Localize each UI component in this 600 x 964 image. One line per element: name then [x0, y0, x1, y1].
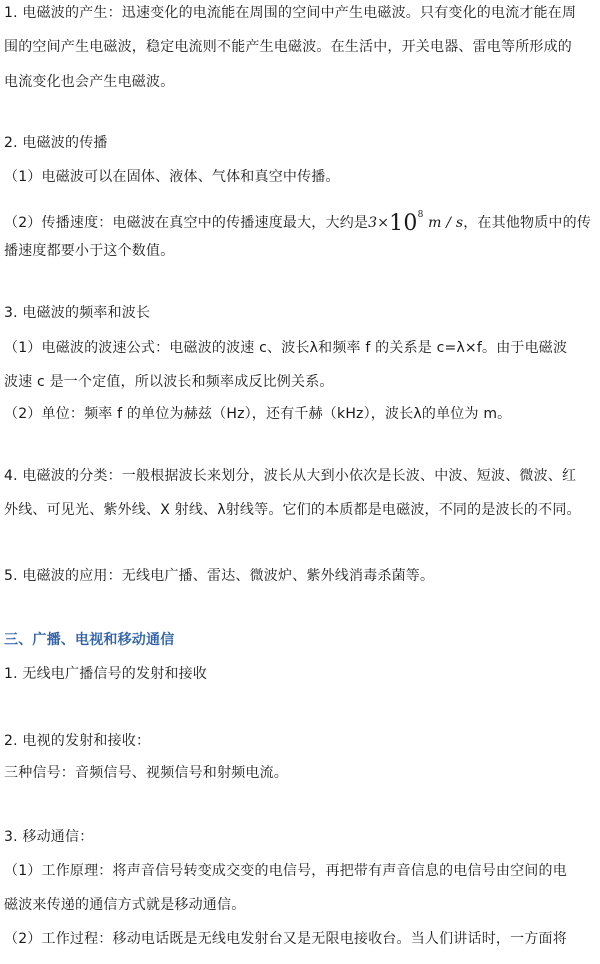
- broadcast-item-3-title: 3. 移动通信：: [4, 829, 94, 845]
- speed-coefficient: 3×: [368, 215, 390, 231]
- section-2-title: 2. 电磁波的传播: [4, 135, 108, 151]
- speed-base: 10: [389, 211, 418, 236]
- speed-formula: [368, 210, 464, 236]
- mobile-process-line-1: （2）工作过程：移动电话既是无线电发射台又是无限电接收台。当人们讲话时，一方面将: [4, 931, 567, 947]
- section-4-line-1: 4. 电磁波的分类：一般根据波长来划分，波长从大到小依次是长波、中波、短波、微波、红: [4, 468, 577, 484]
- section-2-item-2-line-1: [4, 205, 594, 236]
- mobile-principle-line-2: 磁波来传递的通信方式就是移动通信。: [4, 897, 246, 913]
- section-heading-broadcast: 三、广播、电视和移动通信: [4, 632, 175, 648]
- mobile-principle-line-1: （1）工作原理：将声音信号转变成交变的电信号，再把带有声音信息的电信号由空间的电: [4, 863, 567, 879]
- section-2-item-1: （1）电磁波可以在固体、液体、气体和真空中传播。: [4, 169, 340, 185]
- section-3-item-1-line-2: 波速 c 是一个定值，所以波长和频率成反比例关系。: [4, 374, 334, 390]
- section-2-item-2-line-2: 播速度都要小于这个数值。: [4, 243, 175, 259]
- speed-exponent: 8: [417, 210, 424, 220]
- item-2-text-before: （2）传播速度：电磁波在真空中的传播速度最大，大约是: [4, 215, 369, 231]
- para-1-line-3: 电流变化也会产生电磁波。: [4, 74, 175, 90]
- item-2-text-after: ，在其他物质中的传: [463, 215, 592, 231]
- broadcast-item-2-body: 三种信号：音频信号、视频信号和射频电流。: [4, 765, 288, 781]
- para-1-line-2: 围的空间产生电磁波，稳定电流则不能产生电磁波。在生活中，开关电器、雷电等所形成的: [4, 39, 572, 55]
- section-3-item-2: （2）单位：频率 f 的单位为赫兹（Hz），还有千赫（kHz），波长λ的单位为 m。: [4, 406, 512, 422]
- section-5: 5. 电磁波的应用：无线电广播、雷达、微波炉、紫外线消毒杀菌等。: [4, 568, 435, 584]
- broadcast-item-1: 1. 无线电广播信号的发射和接收: [4, 666, 208, 682]
- para-1-line-1: 1. 电磁波的产生：迅速变化的电流能在周围的空间中产生电磁波。只有变化的电流才能在周: [4, 5, 577, 21]
- section-3-title: 3. 电磁波的频率和波长: [4, 305, 151, 321]
- broadcast-item-2-title: 2. 电视的发射和接收：: [4, 733, 151, 749]
- section-3-item-1-line-1: （1）电磁波的波速公式：电磁波的波速 c、波长λ和频率 f 的关系是 c=λ×f。由于电磁波: [4, 340, 568, 356]
- section-4-line-2: 外线、可见光、紫外线、X 射线、λ射线等。它们的本质都是电磁波，不同的是波长的不同。: [4, 502, 581, 518]
- speed-unit: m / s: [428, 215, 464, 231]
